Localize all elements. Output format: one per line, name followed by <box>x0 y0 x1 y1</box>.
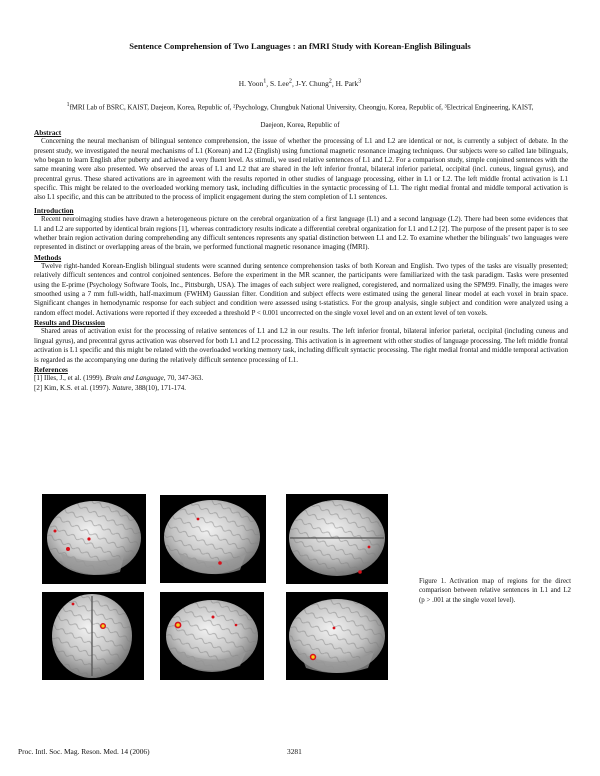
brain-left-oblique <box>160 592 264 680</box>
author: H. Park$^3$ <box>335 79 362 89</box>
methods-text: Twelve right-handed Korean-English bilingual students were scanned during sentence comprehension tasks of both Korean and English. Two types of the tasks are visually presented; relatively difficult sentences and control conjoined sentences. Before the experiment in the MR scanner, the participants were familiarized with the task paradigm. Tasks were presented using the E-prime (Psychology Software Tools, Inc., Pittsburgh, USA). The images of each subject were realigned, coregistered, and normalized using the SPM99. Finally, the images were smoothed using a 7 mm full-width, half-maximum (FWHM) Gaussian filter. Condition and subject effects were estimated using the general linear model at each voxel in brain space. Significant changes in hemodynamic response for each subject and condition were assessed using t-statistics. For the group analysis, single subject and condition were analyzed using a random effect model. Activations were reported if they exceeded a threshold P < 0.001 uncorrected on the single voxel level and on an extent level of ten voxels. <box>34 262 568 317</box>
affiliation-line: $^1$fMRI Lab of BSRC, KAIST, Daejeon, Korea, Republic of, ²Psychology, Chungbuk National University, Cheongju, Korea, Republic of, ³Electrical Engineering, KAIST, <box>66 102 534 112</box>
reference-item: [2] Kim, K.S. et al. (1997). Nature, 388(10), 171-174. <box>34 383 187 392</box>
section-heading-results: Results and Discussion <box>34 318 105 328</box>
results-text: Shared areas of activation exist for the processing of relative sentences of L1 and L2 in our results. The left inferior frontal, bilateral inferior parietal, occipital (including cuneus and lingual gyrus), and precentral gyrus activation was observed for both L1 and L2 processing. This activation is in agreement with other studies of language processing. The left middle frontal activation is L1 specific and this might be related with the overloaded working memory task, including difficult syntactic processing. The right medial frontal and middle temporal activation is regarded as the accompanying one during the relatively difficult sentence processing of L1. <box>34 327 568 364</box>
brain-back-view <box>286 592 388 680</box>
author: J-Y. Chung$^2$ <box>295 79 332 89</box>
figure-caption: Figure 1. Activation map of regions for the direct comparison between relative sentences in L1 and L2 (p > .001 at the single voxel level). <box>419 578 571 604</box>
reference-item: [1] Illes, J., et al. (1999). Brain and Language, 70, 347-363. <box>34 374 204 383</box>
page-number: 3281 <box>287 747 302 756</box>
author: H. Yoon$^1$ <box>238 79 267 89</box>
section-heading-introduction: Introduction <box>34 205 74 215</box>
affiliation-line: Daejeon, Korea, Republic of <box>260 122 340 130</box>
introduction-text: Recent neuroimaging studies have drawn a heterogeneous picture on the cerebral organization of a first language (L1) and a second language (L2). There had been some evidences that L1 and L2 are supported by identical brain regions [1], whereas contradictory results indicate a differential cerebral organization for L1 and L2 [2]. The purpose of the present paper is to see whether brain region activation during comprehending any difficult sentences represents any spatial distinction between L1 and L2. To examine whether the bilinguals’ two languages were represented in distinct or overlapping areas of the brain, we performed functional magnetic resonance imaging (fMRI). <box>34 215 568 252</box>
footer-citation: Proc. Intl. Soc. Mag. Reson. Med. 14 (2006) <box>18 747 150 756</box>
section-heading-abstract: Abstract <box>34 128 62 137</box>
paper-title: Sentence Comprehension of Two Languages : an fMRI Study with Korean-English Bilinguals <box>129 41 471 51</box>
brain-top-view <box>286 494 388 584</box>
brain-front-view <box>42 592 144 680</box>
abstract-text: Concerning the neural mechanism of bilingual sentence comprehension, the issue of whether the processing of L1 and L2 are identical or not, is currently a subject of debate. In the present study, we investigated the neural mechanisms of L1 (Korean) and L2 (English) using functional magnetic resonance imaging techniques. Our subjects were so called late bilinguals, who began to learn English after puberty and achieved a very fluent level. As stimuli, we used relative sentences of L1 and L2. For a comparison study, simple conjoined sentences with the same meaning were also presented. We observed the areas of L1 and L2 that are shared in the left inferior frontal, bilateral inferior parietal, occipital (incl. cuneus, lingual gyrus), and precentral gyrus. These shared activations are in agreement with the results reported in other studies of language processing, either in L1 or L2. The left middle frontal activation is L1 specific. This might be related to the overloaded working memory task, including difficulties in the syntactic processing of L1. The right medial frontal and middle temporal activation is also L1 specific, and this can be attributed to the process of implicit engagement during the stem completion of L1 sentences. <box>34 137 568 202</box>
paper-body <box>34 128 568 393</box>
section-heading-methods: Methods <box>34 252 62 262</box>
brain-left-lateral <box>42 494 146 584</box>
author-line: H. Yoon$^1$, S. Lee$^2$, J-Y. Chung$^2$, H. Park$^3$ <box>238 79 362 89</box>
author: S. Lee$^2$ <box>269 79 292 89</box>
brain-right-lateral <box>160 495 266 583</box>
section-heading-references: References <box>34 364 68 374</box>
reference-list <box>34 374 568 393</box>
